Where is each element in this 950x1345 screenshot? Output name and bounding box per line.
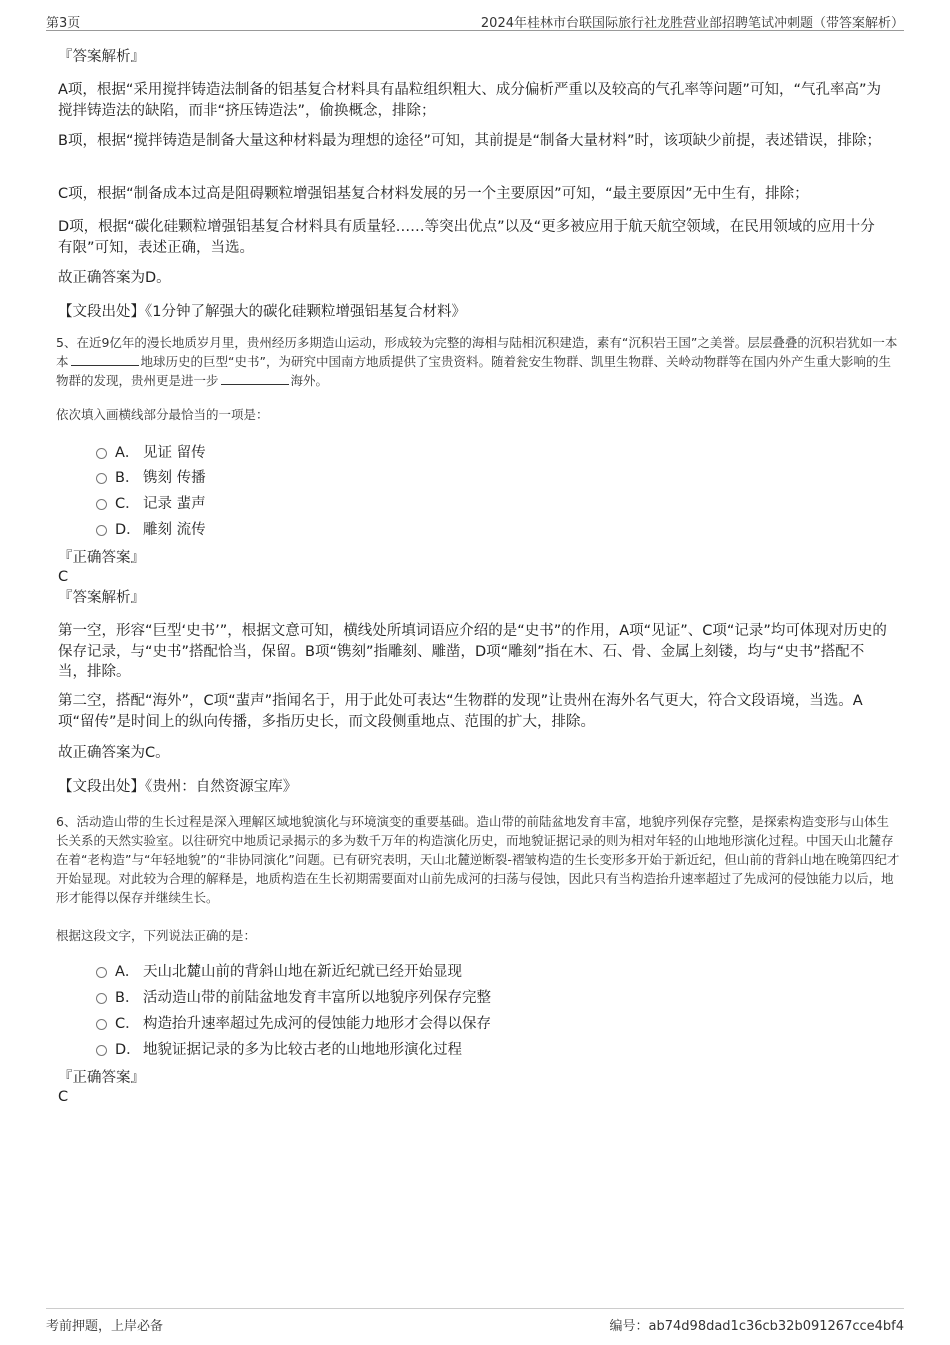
fill-blank bbox=[221, 372, 289, 385]
radio-icon[interactable] bbox=[96, 473, 107, 484]
q5-option-b[interactable]: B． 镌刻 传播 bbox=[96, 468, 206, 488]
analysis-para-d: D项，根据“碳化硅颗粒增强铝基复合材料具有质量轻……等突出优点”以及“更多被应用于航天航空领域，在民用领域的应用十分有限”可知，表述正确，当选。 bbox=[58, 219, 875, 256]
answer-heading: 『正确答案』 bbox=[58, 1070, 145, 1086]
analysis-para-1: 第一空，形容“巨型‘史书’”，根据文意可知，横线处所填词语应介绍的是“史书”的作用，A项“见证”、C项“记录”均可体现对历史的保存记录，与“史书”搭配恰当，保留。B项“镌刻”指雕刻、雕凿，D项“雕刻”指在木、石、骨、金属上刻镂，均与“史书”搭配不当，排除。 bbox=[58, 623, 887, 680]
radio-icon[interactable] bbox=[96, 448, 107, 459]
analysis-para-b: B项，根据“搅拌铸造是制备大量这种材料最为理想的途径”可知，其前提是“制备大量材料”时，该项缺少前提，表述错误，排除； bbox=[58, 133, 881, 149]
page-header bbox=[46, 10, 904, 31]
page-footer bbox=[46, 1308, 904, 1333]
q6-option-d[interactable]: D． 地貌证据记录的多为比较古老的山地地形演化过程 bbox=[96, 1040, 462, 1060]
answer-heading: 『正确答案』 bbox=[58, 550, 145, 566]
source: 【文段出处】《1分钟了解强大的碳化硅颗粒增强铝基复合材料》 bbox=[58, 304, 466, 320]
page-number: 第3页 bbox=[46, 16, 81, 31]
analysis-heading: 『答案解析』 bbox=[58, 49, 145, 65]
question-5-stem: 5、在近9亿年的漫长地质岁月里，贵州经历多期造山运动，形成较为完整的海相与陆相沉积建造，素有“沉积岩王国”之美誉。层层叠叠的沉积岩犹如一本本 地球历史的巨型“史书”，为研究中国南方地质提供了宝贵资料。随着瓮安生物群、凯里生物群、关岭动物群等在国内外产生重大影响的生物群的发现，贵州更是进一步 海外。 bbox=[56, 335, 898, 388]
answer-value: C bbox=[58, 1089, 69, 1105]
q5-option-d[interactable]: D． 雕刻 流传 bbox=[96, 520, 206, 540]
analysis-para-2: 第二空，搭配“海外”，C项“蜚声”指闻名于，用于此处可表达“生物群的发现”让贵州在海外名气更大，符合文段语境，当选。A项“留传”是时间上的纵向传播，多指历史长，而文段侧重地点、范围的扩大，排除。 bbox=[58, 693, 863, 730]
footer-slogan: 考前押题，上岸必备 bbox=[46, 1319, 164, 1334]
conclusion: 故正确答案为D。 bbox=[58, 270, 171, 286]
source: 【文段出处】《贵州：自然资源宝库》 bbox=[58, 779, 298, 795]
radio-icon[interactable] bbox=[96, 499, 107, 510]
radio-icon[interactable] bbox=[96, 1019, 107, 1030]
radio-icon[interactable] bbox=[96, 1045, 107, 1056]
q5-option-a[interactable]: A． 见证 留传 bbox=[96, 443, 206, 463]
question-5-prompt: 依次填入画横线部分最恰当的一项是： bbox=[56, 407, 269, 422]
radio-icon[interactable] bbox=[96, 525, 107, 536]
radio-icon[interactable] bbox=[96, 967, 107, 978]
question-6-stem: 6、活动造山带的生长过程是深入理解区域地貌演化与环境演变的重要基础。造山带的前陆盆地发育丰富，地貌序列保存完整，是探索构造变形与山体生长关系的天然实验室。以往研究中地质记录揭示的多为数千万年的构造演化历史，而地貌证据记录的则为相对年轻的山地地形演化过程。中国天山北麓存在着“老构造”与“年轻地貌”的“非协同演化”问题。已有研究表明，天山北麓逆断裂-褶皱构造的生长变形多开始于新近纪，但山前的背斜山地在晚第四纪才开始显现。对此较为合理的解释是，地质构造在生长初期需要面对山前先成河的扫荡与侵蚀，因此只有当构造抬升速率超过了先成河的侵蚀能力以后，地形才能得以保存并继续生长。 bbox=[56, 814, 900, 905]
analysis-heading: 『答案解析』 bbox=[58, 590, 145, 606]
document-title: 2024年桂林市台联国际旅行社龙胜营业部招聘笔试冲刺题（带答案解析） bbox=[480, 16, 904, 31]
document-code: 编号：ab74d98dad1c36cb32b091267cce4bf4 bbox=[609, 1319, 904, 1334]
q6-option-c[interactable]: C． 构造抬升速率超过先成河的侵蚀能力地形才会得以保存 bbox=[96, 1014, 491, 1034]
answer-value: C bbox=[58, 569, 69, 585]
conclusion: 故正确答案为C。 bbox=[58, 745, 170, 761]
q5-option-c[interactable]: C． 记录 蜚声 bbox=[96, 494, 206, 514]
question-6-prompt: 根据这段文字，下列说法正确的是： bbox=[56, 928, 257, 943]
analysis-para-c: C项，根据“制备成本过高是阻碍颗粒增强铝基复合材料发展的另一个主要原因”可知，“最主要原因”无中生有，排除； bbox=[58, 186, 809, 202]
radio-icon[interactable] bbox=[96, 993, 107, 1004]
analysis-para-a: A项，根据“采用搅拌铸造法制备的铝基复合材料具有晶粒组织粗大、成分偏析严重以及较高的气孔率等问题”可知，“气孔率高”为搅拌铸造法的缺陷，而非“挤压铸造法”，偷换概念，排除； bbox=[58, 82, 881, 119]
q6-option-b[interactable]: B． 活动造山带的前陆盆地发育丰富所以地貌序列保存完整 bbox=[96, 988, 491, 1008]
q6-option-a[interactable]: A． 天山北麓山前的背斜山地在新近纪就已经开始显现 bbox=[96, 962, 462, 982]
fill-blank bbox=[71, 353, 139, 366]
